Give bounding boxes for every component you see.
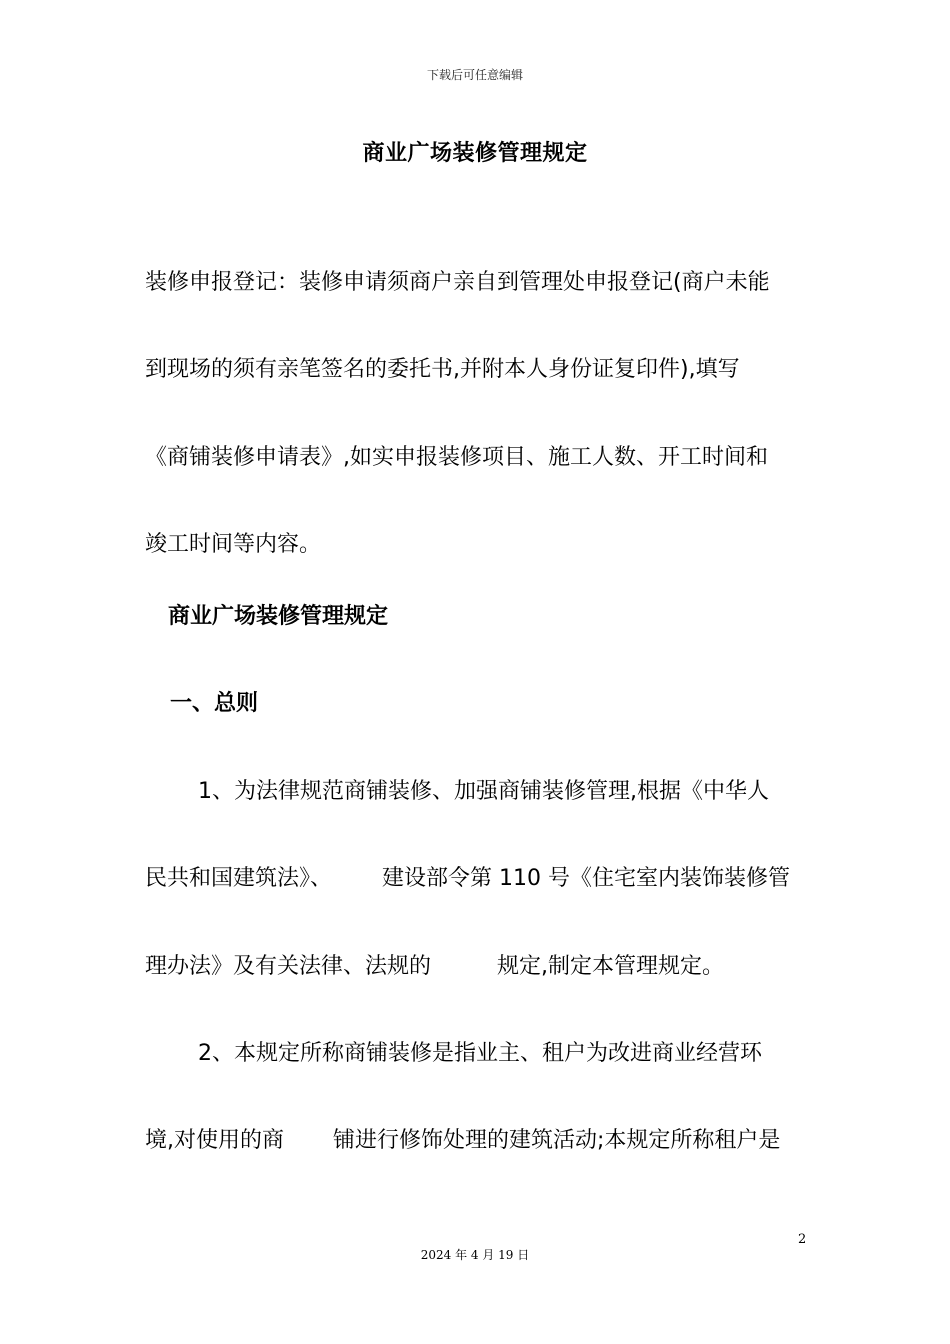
- section-subtitle: 商业广场装修管理规定: [168, 604, 389, 629]
- item-1-line-1: 1、为法律规范商铺装修、加强商铺装修管理,根据《中华人: [198, 779, 769, 804]
- item-1-line-2: [145, 864, 790, 894]
- footer-date: 2024 年 4 月 19 日: [420, 1248, 530, 1262]
- document-title: 商业广场装修管理规定: [362, 141, 588, 166]
- paragraph-line: 到现场的须有亲笔签名的委托书,并附本人身份证复印件),填写: [145, 357, 740, 382]
- page-header: 下载后可任意编辑: [426, 68, 523, 82]
- item-1-line-3-part-b: 规定,制定本管理规定。: [497, 954, 725, 979]
- item-1-line-2-part-a: 民共和国建筑法》、: [145, 866, 333, 891]
- section-heading-general: 一、总则: [170, 691, 259, 716]
- item-1-line-2-part-b: 建设部令第 110 号《住宅室内装饰装修管: [382, 866, 790, 891]
- page-number: 2: [798, 1232, 807, 1247]
- paragraph-line: 《商铺装修申请表》,如实申报装修项目、施工人数、开工时间和: [145, 445, 768, 470]
- item-2-line-1: 2、本规定所称商铺装修是指业主、租户为改进商业经营环: [198, 1041, 762, 1066]
- paragraph-line: 装修申报登记：装修申请须商户亲自到管理处申报登记(商户未能: [145, 270, 770, 295]
- paragraph-line: 竣工时间等内容。: [145, 532, 322, 557]
- item-1-line-3-part-a: 理办法》及有关法律、法规的: [145, 954, 432, 979]
- item-2-line-2: [145, 1126, 780, 1156]
- item-2-line-2-part-b: 铺进行修饰处理的建筑活动;本规定所称租户是: [333, 1128, 781, 1153]
- item-2-line-2-part-a: 境,对使用的商: [145, 1128, 284, 1153]
- item-1-line-3: [145, 952, 724, 982]
